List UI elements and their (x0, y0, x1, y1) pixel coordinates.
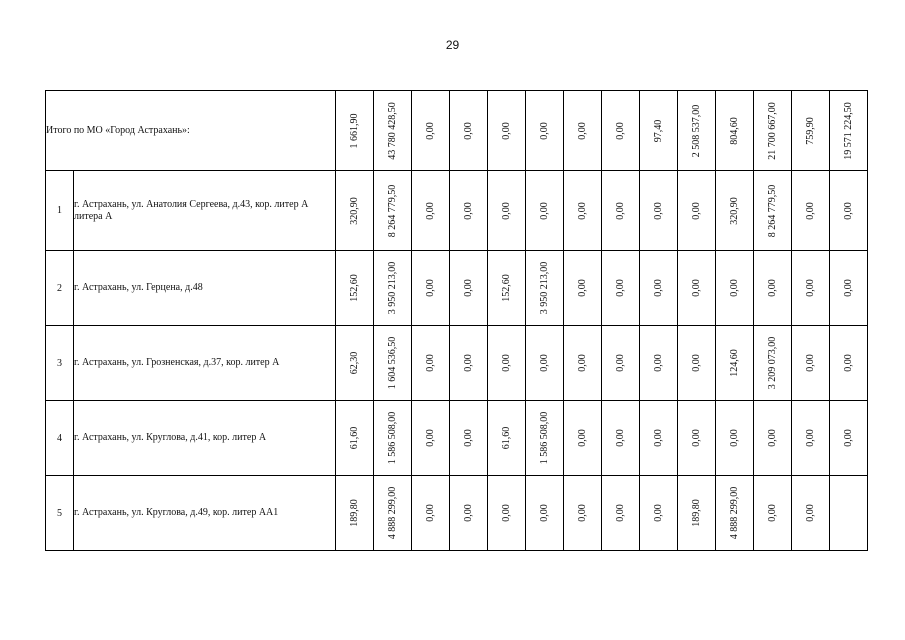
row-value: 0,00 (462, 504, 474, 522)
row-value-cell (374, 476, 412, 551)
total-value-cell (830, 91, 868, 171)
row-value-cell (602, 401, 640, 476)
row-value: 0,00 (842, 354, 854, 372)
row-value-cell (602, 251, 640, 326)
row-value: 0,00 (576, 201, 588, 220)
row-value-cell (450, 251, 488, 326)
row-value: 0,00 (652, 429, 664, 447)
row-value: 0,00 (842, 429, 854, 447)
row-value: 0,00 (462, 201, 474, 220)
row-value: 0,00 (728, 429, 740, 447)
row-value: 0,00 (690, 279, 702, 297)
row-value-cell (792, 476, 830, 551)
row-value: 152,60 (348, 274, 360, 302)
table-row (46, 171, 868, 251)
row-value-cell (640, 401, 678, 476)
total-value-cell (450, 91, 488, 171)
row-value: 3 950 213,00 (538, 261, 550, 315)
row-value: 0,00 (538, 354, 550, 372)
row-value-cell (412, 251, 450, 326)
total-value-cell (640, 91, 678, 171)
row-value: 0,00 (576, 354, 588, 372)
row-value-cell (526, 476, 564, 551)
row-value: 4 888 299,00 (386, 486, 398, 540)
total-value: 0,00 (576, 121, 588, 140)
row-number: 5 (46, 476, 74, 551)
row-value: 0,00 (690, 201, 702, 220)
row-value-cell (450, 326, 488, 401)
row-value-cell (792, 401, 830, 476)
row-value: 0,00 (652, 354, 664, 372)
row-value: 0,00 (804, 279, 816, 297)
row-value-cell (336, 171, 374, 251)
total-value-cell (526, 91, 564, 171)
total-value-cell (678, 91, 716, 171)
row-value-cell (450, 476, 488, 551)
row-value-cell (792, 251, 830, 326)
row-value-cell (564, 476, 602, 551)
row-address: г. Астрахань, ул. Круглова, д.41, кор. литер А (74, 401, 336, 476)
row-value-cell (564, 401, 602, 476)
row-value: 152,60 (500, 274, 512, 302)
row-value: 0,00 (500, 354, 512, 372)
total-value-cell (488, 91, 526, 171)
row-value-cell (564, 326, 602, 401)
row-value-cell (716, 171, 754, 251)
row-value-cell (336, 401, 374, 476)
row-value: 61,60 (348, 426, 360, 450)
row-value-cell (412, 401, 450, 476)
row-value-cell (830, 401, 868, 476)
total-value: 97,40 (652, 119, 664, 142)
row-value: 0,00 (500, 201, 512, 220)
row-value-cell (488, 476, 526, 551)
row-value-cell (488, 401, 526, 476)
row-address: г. Астрахань, ул. Круглова, д.49, кор. литер АА1 (74, 476, 336, 551)
total-value: 804,60 (728, 116, 740, 145)
page-number: 29 (445, 38, 460, 52)
row-value-cell (716, 251, 754, 326)
total-value: 759,90 (804, 116, 816, 145)
row-value-cell (412, 326, 450, 401)
row-value-cell (488, 171, 526, 251)
total-value: 0,00 (614, 121, 626, 140)
row-address: г. Астрахань, ул. Анатолия Сергеева, д.43, кор. литер А литера А (74, 171, 336, 251)
row-value: 3 209 073,00 (766, 336, 778, 390)
row-value-cell (564, 251, 602, 326)
row-value: 0,00 (804, 429, 816, 447)
row-value: 8 264 779,50 (766, 184, 778, 237)
row-value-cell (526, 401, 564, 476)
row-value-cell (640, 326, 678, 401)
row-number: 1 (46, 171, 74, 251)
row-number: 4 (46, 401, 74, 476)
row-value-cell (678, 401, 716, 476)
row-value: 0,00 (538, 504, 550, 522)
table-row (46, 326, 868, 401)
row-value-cell (602, 171, 640, 251)
row-value-cell (754, 171, 792, 251)
row-value: 0,00 (614, 504, 626, 522)
row-value: 320,90 (348, 196, 360, 225)
row-value: 62,30 (348, 351, 360, 375)
row-value-cell (602, 326, 640, 401)
row-value: 189,80 (348, 499, 360, 527)
row-value: 189,80 (690, 499, 702, 527)
row-value: 1 586 508,00 (538, 411, 550, 465)
row-value: 0,00 (462, 279, 474, 297)
row-value-cell (374, 401, 412, 476)
total-value: 0,00 (538, 121, 550, 140)
row-value-cell (678, 251, 716, 326)
row-value-cell (374, 326, 412, 401)
row-value: 0,00 (766, 504, 778, 522)
row-value: 0,00 (766, 429, 778, 447)
row-value: 0,00 (614, 354, 626, 372)
row-value: 0,00 (424, 504, 436, 522)
row-number: 3 (46, 326, 74, 401)
total-value: 1 661,90 (348, 113, 360, 148)
total-value-cell (412, 91, 450, 171)
total-value: 19 571 224,50 (842, 101, 854, 160)
row-value-cell (488, 251, 526, 326)
total-value: 2 508 537,00 (690, 104, 702, 157)
row-value: 0,00 (424, 279, 436, 297)
total-value-cell (602, 91, 640, 171)
row-value-cell (678, 326, 716, 401)
total-value-cell (336, 91, 374, 171)
total-row (46, 91, 868, 171)
row-value: 0,00 (538, 201, 550, 220)
row-address: г. Астрахань, ул. Герцена, д.48 (74, 251, 336, 326)
row-value: 0,00 (690, 354, 702, 372)
row-value-cell (336, 326, 374, 401)
row-value: 1 586 508,00 (386, 411, 398, 465)
row-number: 2 (46, 251, 74, 326)
row-value: 1 604 536,50 (386, 336, 398, 390)
row-value-cell (716, 401, 754, 476)
row-value: 0,00 (576, 504, 588, 522)
row-value: 320,90 (728, 196, 740, 225)
row-value-cell (412, 171, 450, 251)
row-value: 0,00 (576, 429, 588, 447)
row-value-cell (640, 171, 678, 251)
row-value: 0,00 (728, 279, 740, 297)
row-value: 0,00 (690, 429, 702, 447)
row-value: 0,00 (614, 201, 626, 220)
row-value-cell (564, 171, 602, 251)
total-value-cell (716, 91, 754, 171)
total-value: 43 780 428,50 (386, 101, 398, 160)
row-value-cell (830, 251, 868, 326)
row-value: 0,00 (842, 279, 854, 297)
total-value: 21 700 667,00 (766, 101, 778, 160)
row-value: 8 264 779,50 (386, 184, 398, 237)
row-value: 0,00 (652, 279, 664, 297)
row-value-cell (792, 326, 830, 401)
row-value: 3 950 213,00 (386, 261, 398, 315)
row-value: 0,00 (462, 354, 474, 372)
row-value-cell (716, 326, 754, 401)
row-address: г. Астрахань, ул. Грозненская, д.37, кор. литер А (74, 326, 336, 401)
row-value: 0,00 (804, 201, 816, 220)
row-value: 0,00 (804, 504, 816, 522)
row-value-cell (754, 401, 792, 476)
total-value: 0,00 (462, 121, 474, 140)
table-row (46, 401, 868, 476)
row-value: 0,00 (500, 504, 512, 522)
total-value: 0,00 (424, 121, 436, 140)
row-value-cell (526, 171, 564, 251)
row-value: 0,00 (766, 279, 778, 297)
row-value: 0,00 (462, 429, 474, 447)
row-value: 0,00 (424, 354, 436, 372)
row-value-cell (412, 476, 450, 551)
row-value-cell (754, 326, 792, 401)
row-value-cell (488, 326, 526, 401)
row-value-cell (830, 326, 868, 401)
row-value-cell (716, 476, 754, 551)
row-value: 0,00 (424, 429, 436, 447)
empty-cell (830, 476, 868, 551)
row-value-cell (830, 171, 868, 251)
table-row (46, 251, 868, 326)
row-value: 61,60 (500, 426, 512, 450)
row-value-cell (602, 476, 640, 551)
row-value: 0,00 (842, 201, 854, 220)
row-value: 0,00 (576, 279, 588, 297)
total-value-cell (374, 91, 412, 171)
row-value: 0,00 (652, 201, 664, 220)
row-value-cell (754, 251, 792, 326)
row-value-cell (526, 251, 564, 326)
row-value-cell (336, 476, 374, 551)
row-value: 0,00 (614, 429, 626, 447)
table-row (46, 476, 868, 551)
total-value-cell (564, 91, 602, 171)
row-value: 0,00 (614, 279, 626, 297)
total-label: Итого по МО «Город Астрахань»: (46, 91, 336, 171)
row-value-cell (450, 401, 488, 476)
row-value-cell (640, 251, 678, 326)
row-value-cell (640, 476, 678, 551)
row-value-cell (754, 476, 792, 551)
row-value: 4 888 299,00 (728, 486, 740, 540)
row-value-cell (526, 326, 564, 401)
row-value: 0,00 (652, 504, 664, 522)
row-value: 124,60 (728, 349, 740, 377)
row-value-cell (450, 171, 488, 251)
total-value-cell (754, 91, 792, 171)
row-value-cell (336, 251, 374, 326)
data-table (45, 90, 868, 551)
total-value-cell (792, 91, 830, 171)
row-value: 0,00 (804, 354, 816, 372)
row-value: 0,00 (424, 201, 436, 220)
total-value: 0,00 (500, 121, 512, 140)
row-value-cell (678, 476, 716, 551)
row-value-cell (678, 171, 716, 251)
row-value-cell (374, 171, 412, 251)
row-value-cell (792, 171, 830, 251)
row-value-cell (374, 251, 412, 326)
